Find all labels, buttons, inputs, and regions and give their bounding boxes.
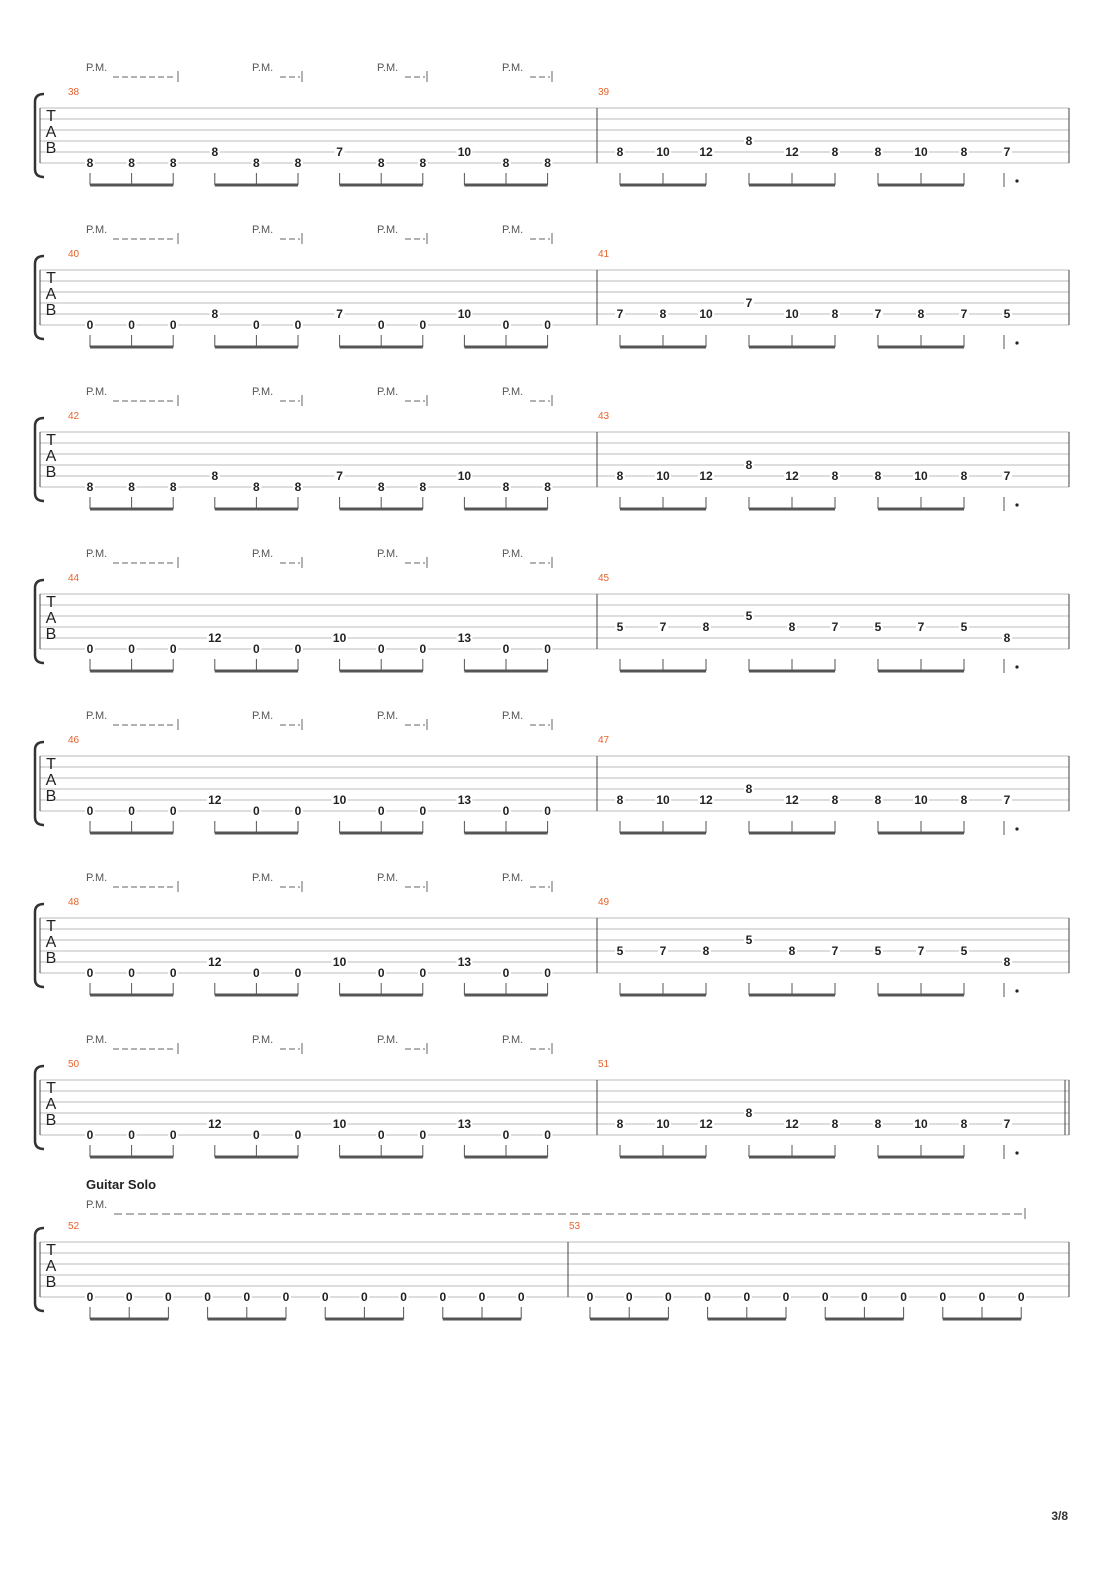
fret-number: 5 <box>874 944 882 958</box>
palm-mute-label: P.M. <box>502 386 524 398</box>
tab-clef-letter: T <box>46 594 56 611</box>
fret-number: 0 <box>377 642 385 656</box>
measure-number: 51 <box>598 1059 610 1070</box>
tab-clef-letter: T <box>46 432 56 449</box>
measure-number: 43 <box>598 411 610 422</box>
tab-clef-letter: A <box>45 286 57 303</box>
tab-clef-letter: T <box>46 756 56 773</box>
fret-number: 0 <box>253 804 260 818</box>
palm-mute-label: P.M. <box>377 224 399 236</box>
fret-number: 0 <box>419 966 427 980</box>
dot <box>1015 503 1018 506</box>
fret-number: 10 <box>457 145 472 159</box>
tab-clef-letter: A <box>45 448 57 465</box>
tab-clef-letter: B <box>45 1112 57 1129</box>
fret-number: 0 <box>502 966 510 980</box>
fret-number: 0 <box>294 966 302 980</box>
fret-number: 8 <box>616 469 624 483</box>
palm-mute-label: P.M. <box>377 710 399 722</box>
fret-number: 10 <box>457 307 472 321</box>
palm-mute-label: P.M. <box>252 1034 274 1046</box>
fret-number: 8 <box>831 307 839 321</box>
fret-number: 10 <box>656 1117 670 1131</box>
fret-number: 0 <box>86 1290 94 1304</box>
fret-number: 8 <box>169 156 177 170</box>
fret-number: 0 <box>169 1128 177 1142</box>
fret-number: 0 <box>86 642 94 656</box>
tab-clef-letter: T <box>46 918 56 935</box>
fret-number: 0 <box>502 642 510 656</box>
palm-mute-label: P.M. <box>377 386 399 398</box>
palm-mute-label: P.M. <box>252 386 274 398</box>
fret-number: 10 <box>332 793 347 807</box>
tab-clef-letter: T <box>46 270 56 287</box>
fret-number: 8 <box>128 156 135 170</box>
measure-number: 42 <box>68 411 80 422</box>
fret-number: 8 <box>745 134 753 148</box>
fret-number: 7 <box>874 307 882 321</box>
fret-number: 12 <box>699 1117 713 1131</box>
fret-number: 0 <box>502 318 510 332</box>
fret-number: 8 <box>788 944 796 958</box>
fret-number: 7 <box>831 944 839 958</box>
fret-number: 12 <box>208 793 222 807</box>
palm-mute-label: P.M. <box>377 1034 399 1046</box>
measure-number: 39 <box>598 87 610 98</box>
fret-number: 0 <box>625 1290 633 1304</box>
fret-number: 8 <box>874 1117 882 1131</box>
fret-number: 7 <box>1003 793 1011 807</box>
fret-number: 0 <box>517 1290 525 1304</box>
dot <box>1015 665 1018 668</box>
fret-number: 0 <box>439 1290 447 1304</box>
fret-number: 7 <box>336 145 343 159</box>
fret-number: 12 <box>699 793 713 807</box>
fret-number: 7 <box>831 620 839 634</box>
fret-number: 0 <box>704 1290 711 1304</box>
tab-clef-letter: A <box>45 934 57 951</box>
palm-mute-label: P.M. <box>502 1034 524 1046</box>
fret-number: 0 <box>1017 1290 1025 1304</box>
fret-number: 10 <box>656 469 670 483</box>
fret-number: 13 <box>457 955 472 969</box>
fret-number: 0 <box>86 804 94 818</box>
measure-number: 45 <box>598 573 610 584</box>
measure-number: 46 <box>68 735 80 746</box>
fret-number: 0 <box>544 966 551 980</box>
fret-number: 0 <box>86 1128 94 1142</box>
fret-number: 10 <box>332 955 347 969</box>
measure-number: 49 <box>598 897 610 908</box>
palm-mute-label: P.M. <box>377 548 399 560</box>
palm-mute-label: P.M. <box>502 62 524 74</box>
fret-number: 8 <box>169 480 177 494</box>
fret-number: 12 <box>208 631 222 645</box>
fret-number: 7 <box>336 307 343 321</box>
fret-number: 8 <box>831 145 839 159</box>
measure-number: 47 <box>598 735 610 746</box>
fret-number: 8 <box>253 480 260 494</box>
fret-number: 8 <box>377 156 385 170</box>
dot <box>1015 989 1018 992</box>
fret-number: 0 <box>544 1128 551 1142</box>
fret-number: 10 <box>699 307 713 321</box>
fret-number: 0 <box>253 318 260 332</box>
fret-number: 10 <box>785 307 799 321</box>
fret-number: 8 <box>502 480 510 494</box>
palm-mute-label: P.M. <box>252 710 274 722</box>
fret-number: 10 <box>656 793 670 807</box>
measure-number: 48 <box>68 897 80 908</box>
fret-number: 7 <box>616 307 624 321</box>
fret-number: 8 <box>960 469 968 483</box>
fret-number: 0 <box>128 642 135 656</box>
tab-clef-letter: B <box>45 950 57 967</box>
fret-number: 8 <box>544 480 551 494</box>
fret-number: 0 <box>544 804 551 818</box>
fret-number: 8 <box>616 1117 624 1131</box>
fret-number: 8 <box>128 480 135 494</box>
fret-number: 10 <box>457 469 472 483</box>
measure-number: 44 <box>68 573 80 584</box>
fret-number: 8 <box>86 156 94 170</box>
fret-number: 0 <box>86 318 94 332</box>
fret-number: 0 <box>169 642 177 656</box>
tab-clef-letter: A <box>45 772 57 789</box>
fret-number: 0 <box>743 1290 751 1304</box>
fret-number: 0 <box>665 1290 672 1304</box>
palm-mute-label: P.M. <box>86 62 108 74</box>
tab-clef-letter: A <box>45 610 57 627</box>
palm-mute-label: P.M. <box>86 224 108 236</box>
fret-number: 7 <box>659 944 667 958</box>
tab-clef-letter: A <box>45 124 57 141</box>
dot <box>1015 827 1018 830</box>
tab-clef-letter: B <box>45 626 57 643</box>
fret-number: 8 <box>960 145 968 159</box>
palm-mute-label: P.M. <box>86 710 108 722</box>
fret-number: 0 <box>377 1128 385 1142</box>
fret-number: 0 <box>294 804 302 818</box>
fret-number: 12 <box>785 145 799 159</box>
tab-clef-letter: B <box>45 1274 57 1291</box>
fret-number: 8 <box>874 793 882 807</box>
fret-number: 0 <box>128 318 135 332</box>
fret-number: 5 <box>1003 307 1011 321</box>
fret-number: 8 <box>211 469 219 483</box>
fret-number: 12 <box>785 793 799 807</box>
fret-number: 10 <box>332 1117 347 1131</box>
fret-number: 0 <box>939 1290 947 1304</box>
fret-number: 0 <box>321 1290 329 1304</box>
fret-number: 8 <box>960 1117 968 1131</box>
fret-number: 0 <box>253 1128 260 1142</box>
fret-number: 5 <box>616 620 624 634</box>
palm-mute-label: P.M. <box>252 548 274 560</box>
tab-clef-letter: B <box>45 302 57 319</box>
fret-number: 8 <box>86 480 94 494</box>
fret-number: 0 <box>253 966 260 980</box>
fret-number: 13 <box>457 793 472 807</box>
fret-number: 0 <box>169 966 177 980</box>
fret-number: 8 <box>960 793 968 807</box>
measure-number: 40 <box>68 249 80 260</box>
fret-number: 0 <box>128 1128 135 1142</box>
palm-mute-label: P.M. <box>377 872 399 884</box>
fret-number: 10 <box>332 631 347 645</box>
fret-number: 7 <box>745 296 753 310</box>
fret-number: 0 <box>586 1290 594 1304</box>
fret-number: 10 <box>656 145 670 159</box>
palm-mute-label: P.M. <box>502 872 524 884</box>
fret-number: 8 <box>745 458 753 472</box>
tab-clef-letter: A <box>45 1096 57 1113</box>
fret-number: 5 <box>745 933 753 947</box>
fret-number: 8 <box>1003 955 1011 969</box>
fret-number: 0 <box>978 1290 986 1304</box>
fret-number: 8 <box>702 944 710 958</box>
fret-number: 7 <box>1003 1117 1011 1131</box>
fret-number: 7 <box>1003 145 1011 159</box>
fret-number: 8 <box>831 1117 839 1131</box>
fret-number: 12 <box>785 469 799 483</box>
fret-number: 0 <box>125 1290 133 1304</box>
fret-number: 0 <box>419 318 427 332</box>
fret-number: 8 <box>831 793 839 807</box>
palm-mute-label: P.M. <box>86 386 108 398</box>
dot <box>1015 1151 1018 1154</box>
palm-mute-label: P.M. <box>252 224 274 236</box>
fret-number: 7 <box>659 620 667 634</box>
fret-number: 0 <box>419 804 427 818</box>
fret-number: 13 <box>457 631 472 645</box>
tab-clef-letter: B <box>45 464 57 481</box>
fret-number: 0 <box>502 1128 510 1142</box>
fret-number: 0 <box>86 966 94 980</box>
tab-clef-letter: A <box>45 1258 57 1275</box>
measure-number: 53 <box>569 1221 581 1232</box>
palm-mute-label: P.M. <box>86 1034 108 1046</box>
tab-clef-letter: T <box>46 1080 56 1097</box>
palm-mute-label: P.M. <box>252 62 274 74</box>
fret-number: 8 <box>745 782 753 796</box>
tab-clef-letter: T <box>46 108 56 125</box>
fret-number: 0 <box>377 804 385 818</box>
fret-number: 12 <box>785 1117 799 1131</box>
fret-number: 0 <box>128 804 135 818</box>
fret-number: 10 <box>914 469 928 483</box>
palm-mute-label: P.M. <box>502 710 524 722</box>
fret-number: 8 <box>659 307 667 321</box>
fret-number: 0 <box>294 1128 302 1142</box>
fret-number: 0 <box>419 642 427 656</box>
fret-number: 8 <box>544 156 551 170</box>
tab-clef-letter: B <box>45 140 57 157</box>
fret-number: 0 <box>502 804 510 818</box>
fret-number: 10 <box>914 145 928 159</box>
fret-number: 8 <box>745 1106 753 1120</box>
measure-number: 52 <box>68 1221 80 1232</box>
fret-number: 0 <box>861 1290 868 1304</box>
dot <box>1015 179 1018 182</box>
palm-mute-label: P.M. <box>86 1199 108 1211</box>
palm-mute-label: P.M. <box>377 62 399 74</box>
fret-number: 0 <box>165 1290 172 1304</box>
fret-number: 0 <box>478 1290 486 1304</box>
fret-number: 0 <box>243 1290 251 1304</box>
fret-number: 8 <box>917 307 925 321</box>
palm-mute-label: P.M. <box>86 548 108 560</box>
fret-number: 8 <box>294 156 302 170</box>
tab-clef-letter: B <box>45 788 57 805</box>
fret-number: 7 <box>917 620 925 634</box>
fret-number: 8 <box>874 145 882 159</box>
fret-number: 0 <box>253 642 260 656</box>
section-label: Guitar Solo <box>86 1177 157 1192</box>
page-number: 3/8 <box>1051 1509 1068 1523</box>
fret-number: 8 <box>294 480 302 494</box>
fret-number: 7 <box>960 307 968 321</box>
dot <box>1015 341 1018 344</box>
fret-number: 12 <box>699 145 713 159</box>
fret-number: 8 <box>616 793 624 807</box>
fret-number: 0 <box>544 642 551 656</box>
fret-number: 10 <box>914 793 928 807</box>
fret-number: 0 <box>128 966 135 980</box>
fret-number: 8 <box>419 480 427 494</box>
fret-number: 0 <box>544 318 551 332</box>
fret-number: 8 <box>788 620 796 634</box>
fret-number: 0 <box>294 318 302 332</box>
fret-number: 8 <box>702 620 710 634</box>
fret-number: 5 <box>960 944 968 958</box>
fret-number: 10 <box>914 1117 928 1131</box>
fret-number: 0 <box>419 1128 427 1142</box>
fret-number: 0 <box>377 966 385 980</box>
measure-number: 50 <box>68 1059 80 1070</box>
fret-number: 8 <box>831 469 839 483</box>
palm-mute-label: P.M. <box>502 224 524 236</box>
fret-number: 8 <box>419 156 427 170</box>
fret-number: 12 <box>208 955 222 969</box>
fret-number: 12 <box>699 469 713 483</box>
fret-number: 7 <box>1003 469 1011 483</box>
fret-number: 0 <box>204 1290 211 1304</box>
fret-number: 0 <box>361 1290 368 1304</box>
fret-number: 0 <box>294 642 302 656</box>
fret-number: 0 <box>169 804 177 818</box>
fret-number: 8 <box>253 156 260 170</box>
fret-number: 8 <box>1003 631 1011 645</box>
fret-number: 5 <box>745 609 753 623</box>
fret-number: 7 <box>917 944 925 958</box>
fret-number: 0 <box>821 1290 829 1304</box>
measure-number: 38 <box>68 87 80 98</box>
fret-number: 0 <box>377 318 385 332</box>
palm-mute-label: P.M. <box>252 872 274 884</box>
fret-number: 8 <box>616 145 624 159</box>
fret-number: 8 <box>377 480 385 494</box>
fret-number: 0 <box>169 318 177 332</box>
fret-number: 13 <box>457 1117 472 1131</box>
fret-number: 0 <box>400 1290 407 1304</box>
palm-mute-label: P.M. <box>86 872 108 884</box>
fret-number: 8 <box>874 469 882 483</box>
fret-number: 0 <box>282 1290 290 1304</box>
fret-number: 8 <box>502 156 510 170</box>
fret-number: 5 <box>616 944 624 958</box>
fret-number: 8 <box>211 145 219 159</box>
fret-number: 7 <box>336 469 343 483</box>
fret-number: 12 <box>208 1117 222 1131</box>
fret-number: 8 <box>211 307 219 321</box>
measure-number: 41 <box>598 249 610 260</box>
fret-number: 5 <box>960 620 968 634</box>
tab-clef-letter: T <box>46 1242 56 1259</box>
fret-number: 0 <box>900 1290 907 1304</box>
fret-number: 0 <box>782 1290 790 1304</box>
fret-number: 5 <box>874 620 882 634</box>
palm-mute-label: P.M. <box>502 548 524 560</box>
